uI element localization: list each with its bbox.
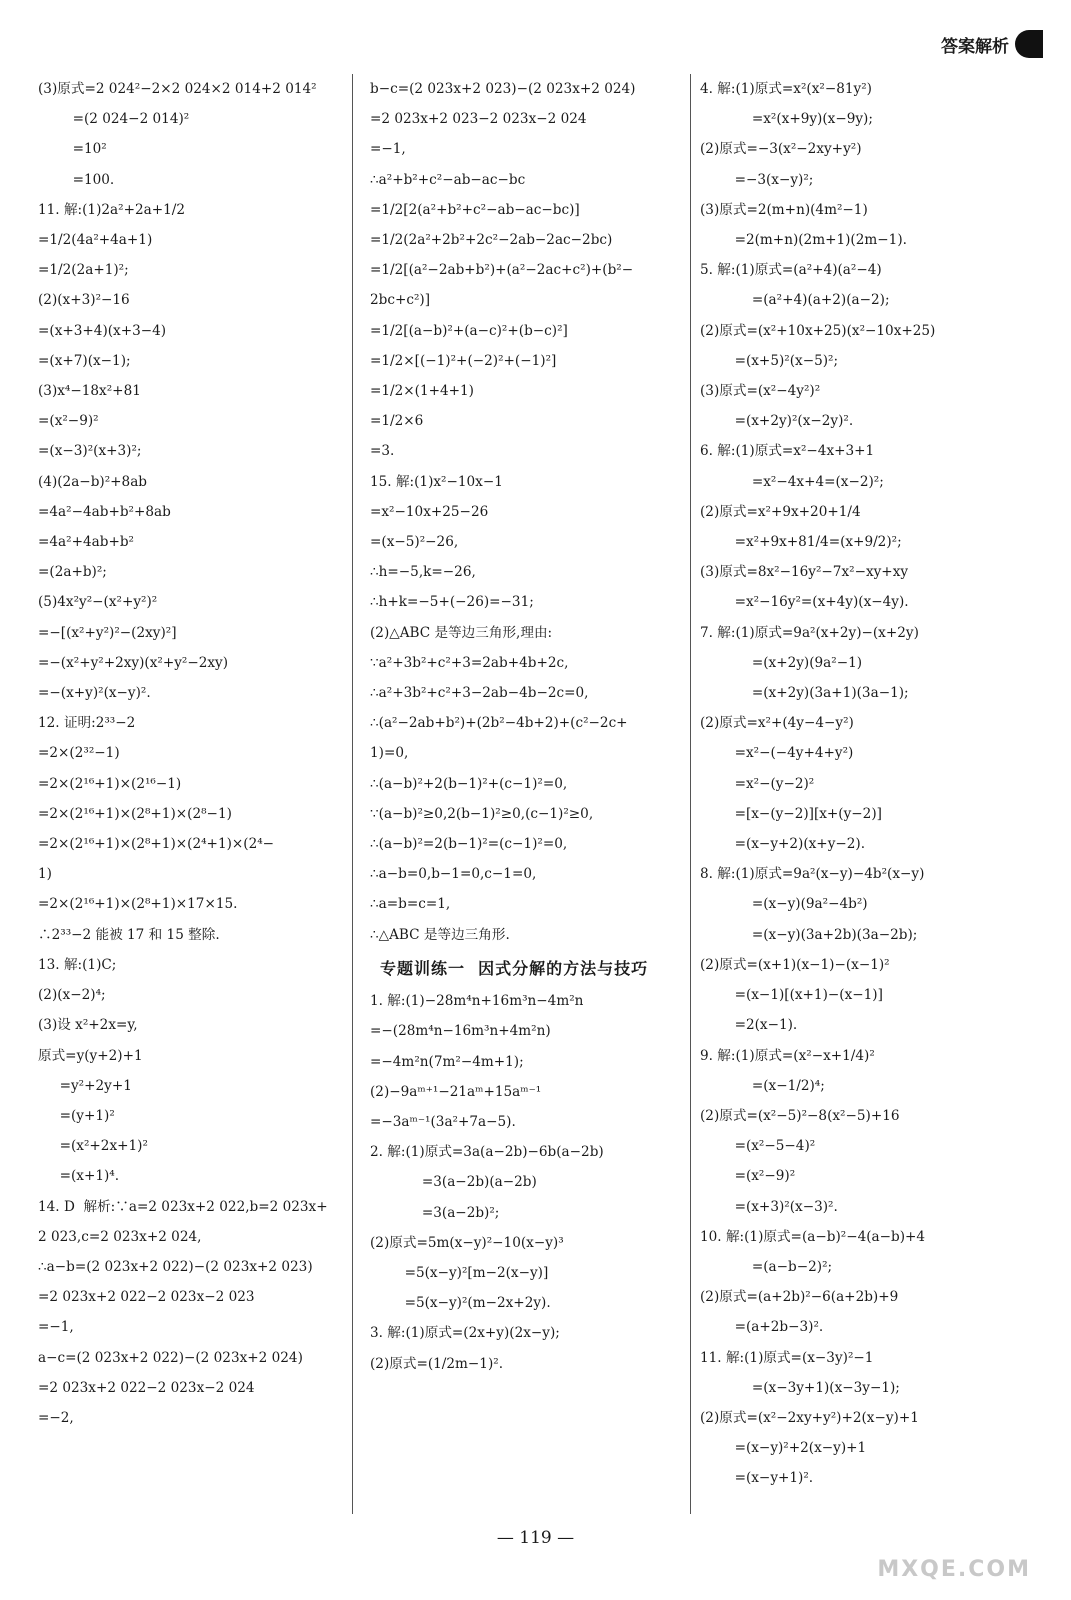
- answer-column-1: [38, 74, 348, 1524]
- answer-line: =1/2×[(−1)²+(−2)²+(−1)²]: [370, 352, 557, 369]
- answer-line: (2)原式=(x²−2xy+y²)+2(x−y)+1: [700, 1409, 919, 1426]
- answer-line: =(x+2y)(9a²−1): [700, 654, 863, 671]
- answer-line: =(x²−9)²: [700, 1168, 796, 1185]
- answer-line: 2 023,c=2 023x+2 024,: [38, 1228, 202, 1245]
- answer-line: ∴h=−5,k=−26,: [370, 564, 476, 581]
- answer-line: =(y+1)²: [38, 1107, 115, 1124]
- answer-line: =1/2(2a+1)²;: [38, 262, 129, 279]
- answer-line: =1/2(2a²+2b²+2c²−2ab−2ac−2bc): [370, 232, 613, 249]
- answer-line: (3)设 x²+2x=y,: [38, 1017, 138, 1034]
- answer-line: =(x+5)²(x−5)²;: [700, 352, 839, 369]
- answer-line: ∴a=b=c=1,: [370, 896, 451, 913]
- answer-line: =(x²+2x+1)²: [38, 1138, 148, 1155]
- answer-line: =2 023x+2 023−2 023x−2 024: [370, 111, 587, 128]
- answer-line: =−1,: [38, 1319, 74, 1336]
- answer-line: 13. 解:(1)C;: [38, 956, 117, 973]
- answer-line: =1/2×6: [370, 413, 424, 430]
- answer-line: =2×(2¹⁶+1)×(2⁸+1)×(2⁴+1)×(2⁴−: [38, 836, 275, 853]
- answer-line: (2)原式=(x²−5)²−8(x²−5)+16: [700, 1107, 900, 1124]
- answer-line: =−2,: [38, 1409, 74, 1426]
- answer-line: =x²−4x+4=(x−2)²;: [700, 473, 884, 490]
- answer-line: =2(m+n)(2m+1)(2m−1).: [700, 232, 907, 249]
- column-divider: [352, 74, 353, 1514]
- answer-line: ∴h+k=−5+(−26)=−31;: [370, 594, 534, 611]
- answer-line: =−4m²n(7m²−4m+1);: [370, 1053, 524, 1070]
- answer-line: =(2 024−2 014)²: [38, 111, 190, 128]
- answer-line: ∴(a²−2ab+b²)+(2b²−4b+2)+(c²−2c+: [370, 715, 628, 732]
- answer-line: ∴△ABC 是等边三角形.: [370, 926, 510, 943]
- answer-line: =3(a−2b)(a−2b): [370, 1174, 537, 1191]
- answer-line: =(x+3+4)(x+3−4): [38, 322, 167, 339]
- answer-line: =(x+7)(x−1);: [38, 352, 131, 369]
- answer-line: =(x−y)(3a+2b)(3a−2b);: [700, 926, 918, 943]
- answer-line: b−c=(2 023x+2 023)−(2 023x+2 024): [370, 81, 636, 97]
- answer-line: 15. 解:(1)x²−10x−1: [370, 473, 503, 490]
- answer-line: =(x+1)⁴.: [38, 1168, 120, 1185]
- answer-line: =3.: [370, 443, 395, 460]
- page-number: — 119 —: [496, 1528, 575, 1548]
- answer-line: (2)(x+3)²−16: [38, 292, 130, 309]
- answer-line: =2×(2³²−1): [38, 745, 120, 762]
- answer-line: (2)△ABC 是等边三角形,理由:: [370, 624, 553, 641]
- answer-line: =(x−y)(9a²−4b²): [700, 896, 868, 913]
- answer-line: =100.: [38, 171, 115, 188]
- answer-line: (2)原式=x²+(4y−4−y²): [700, 715, 854, 732]
- header-tag: [941, 30, 1043, 58]
- answer-line: =x²−10x+25−26: [370, 503, 489, 520]
- answer-column-2: [370, 74, 688, 1524]
- answer-line: =3(a−2b)²;: [370, 1204, 500, 1221]
- answer-line: (3)x⁴−18x²+81: [38, 383, 141, 400]
- answer-line: (3)原式=2 024²−2×2 024×2 014+2 014²: [38, 81, 317, 97]
- answer-line: a−c=(2 023x+2 022)−(2 023x+2 024): [38, 1349, 303, 1366]
- answer-line: 11. 解:(1)2a²+2a+1/2: [38, 201, 185, 218]
- answer-line: =1/2[(a²−2ab+b²)+(a²−2ac+c²)+(b²−: [370, 262, 634, 279]
- answer-line: =1/2(4a²+4a+1): [38, 232, 153, 249]
- answer-line: 14. D 解析:∵a=2 023x+2 022,b=2 023x+: [38, 1198, 328, 1215]
- answer-line: =5(x−y)²(m−2x+2y).: [370, 1295, 551, 1312]
- answer-line: =(x−3)²(x+3)²;: [38, 443, 142, 460]
- answer-line: =2×(2¹⁶+1)×(2⁸+1)×(2⁸−1): [38, 805, 232, 822]
- answer-line: 6. 解:(1)原式=x²−4x+3+1: [700, 443, 875, 460]
- answer-line: =[x−(y−2)][x+(y−2)]: [700, 805, 882, 822]
- answer-line: =(x²−5−4)²: [700, 1138, 816, 1155]
- answer-line: =x²−16y²=(x+4y)(x−4y).: [700, 594, 909, 611]
- answer-line: (2)原式=(1/2m−1)².: [370, 1355, 504, 1372]
- answer-line: (2)(x−2)⁴;: [38, 987, 106, 1004]
- answer-line: (5)4x²y²−(x²+y²)²: [38, 594, 158, 611]
- answer-line: (2)原式=(x+1)(x−1)−(x−1)²: [700, 956, 890, 973]
- answer-line: =−[(x²+y²)²−(2xy)²]: [38, 624, 177, 641]
- answer-line: ∵(a−b)²≥0,2(b−1)²≥0,(c−1)²≥0,: [370, 805, 594, 822]
- answer-line: 10. 解:(1)原式=(a−b)²−4(a−b)+4: [700, 1228, 926, 1245]
- answer-line: =(x+2y)(3a+1)(3a−1);: [700, 685, 909, 702]
- column-divider: [690, 74, 691, 1514]
- answer-line: =(a+2b−3)².: [700, 1319, 824, 1336]
- answer-line: =2×(2¹⁶+1)×(2¹⁶−1): [38, 775, 182, 792]
- answer-line: ∴(a−b)²=2(b−1)²=(c−1)²=0,: [370, 836, 568, 853]
- answer-line: =2×(2¹⁶+1)×(2⁸+1)×17×15.: [38, 896, 238, 913]
- answer-line: ∴a²+b²+c²−ab−ac−bc: [370, 171, 526, 188]
- header-mark-icon: [1015, 30, 1043, 58]
- answer-line: 8. 解:(1)原式=9a²(x−y)−4b²(x−y): [700, 866, 925, 883]
- answer-line: (2)原式=−3(x²−2xy+y²): [700, 141, 862, 158]
- answer-line: =−(x²+y²+2xy)(x²+y²−2xy): [38, 654, 229, 671]
- answer-line: (4)(2a−b)²+8ab: [38, 473, 148, 490]
- answer-line: 2bc+c²)]: [370, 292, 431, 309]
- answer-line: =x²−(−4y+4+y²): [700, 745, 854, 762]
- answer-line: (2)原式=x²+9x+20+1/4: [700, 503, 861, 520]
- answer-line: =2(x−1).: [700, 1017, 798, 1034]
- answer-line: =−3aᵐ⁻¹(3a²+7a−5).: [370, 1113, 516, 1130]
- answer-line: 12. 证明:2³³−2: [38, 715, 136, 732]
- answer-line: =(x−3y+1)(x−3y−1);: [700, 1379, 900, 1396]
- answer-line: =x²(x+9y)(x−9y);: [700, 111, 873, 128]
- answer-line: =(x−y)²+2(x−y)+1: [700, 1440, 867, 1457]
- answer-line: ∴a²+3b²+c²+3−2ab−4b−2c=0,: [370, 685, 589, 702]
- answer-line: =(a²+4)(a+2)(a−2);: [700, 292, 890, 309]
- answer-line: =(a−b−2)²;: [700, 1258, 833, 1275]
- answer-line: =(2a+b)²;: [38, 564, 107, 581]
- answer-line: =(x²−9)²: [38, 413, 99, 430]
- answer-line: =(x−y+1)².: [700, 1470, 814, 1487]
- answer-line: (3)原式=(x²−4y²)²: [700, 383, 821, 400]
- answer-line: =5(x−y)²[m−2(x−y)]: [370, 1264, 549, 1281]
- watermark: MXQE.COM: [877, 1557, 1031, 1582]
- answer-line: =(x−5)²−26,: [370, 534, 459, 551]
- answer-line: 4. 解:(1)原式=x²(x²−81y²): [700, 81, 872, 97]
- answer-line: ∵a²+3b²+c²+3=2ab+4b+2c,: [370, 654, 569, 671]
- answer-line: =1/2[(a−b)²+(a−c)²+(b−c)²]: [370, 322, 568, 339]
- answer-line: =4a²+4ab+b²: [38, 534, 134, 551]
- answer-line: =−1,: [370, 141, 406, 158]
- answer-line: 2. 解:(1)原式=3a(a−2b)−6b(a−2b): [370, 1144, 604, 1161]
- answer-line: 7. 解:(1)原式=9a²(x+2y)−(x+2y): [700, 624, 919, 641]
- answer-line: =(x−1/2)⁴;: [700, 1077, 825, 1094]
- answer-line: =2 023x+2 022−2 023x−2 024: [38, 1379, 255, 1396]
- answer-line: =1/2[2(a²+b²+c²−ab−ac−bc)]: [370, 201, 580, 218]
- answer-line: =4a²−4ab+b²+8ab: [38, 503, 171, 520]
- answer-line: (3)原式=2(m+n)(4m²−1): [700, 201, 868, 218]
- answer-line: 9. 解:(1)原式=(x²−x+1/4)²: [700, 1047, 875, 1064]
- answer-line: =x²+9x+81/4=(x+9/2)²;: [700, 534, 902, 551]
- answer-line: 1)=0,: [370, 745, 409, 762]
- answer-line: (2)原式=5m(x−y)²−10(x−y)³: [370, 1234, 564, 1251]
- answer-line: =(x−y+2)(x+y−2).: [700, 836, 866, 853]
- answer-line: ∴(a−b)²+2(b−1)²+(c−1)²=0,: [370, 775, 568, 792]
- answer-line: (3)原式=8x²−16y²−7x²−xy+xy: [700, 564, 909, 581]
- answer-line: 原式=y(y+2)+1: [38, 1047, 143, 1064]
- answer-line: =−(28m⁴n−16m³n+4m²n): [370, 1023, 551, 1040]
- answer-line: =2 023x+2 022−2 023x−2 023: [38, 1289, 255, 1306]
- answer-line: =(x+3)²(x−3)².: [700, 1198, 838, 1215]
- answer-line: =1/2×(1+4+1): [370, 383, 474, 400]
- answer-line: =(x+2y)²(x−2y)².: [700, 413, 854, 430]
- answer-line: 3. 解:(1)原式=(2x+y)(2x−y);: [370, 1325, 560, 1342]
- section-heading: 专题训练一 因式分解的方法与技巧: [380, 958, 649, 978]
- answer-line: 5. 解:(1)原式=(a²+4)(a²−4): [700, 262, 882, 279]
- answer-line: ∴2³³−2 能被 17 和 15 整除.: [38, 926, 220, 943]
- answer-line: (2)−9aᵐ⁺¹−21aᵐ+15aᵐ⁻¹: [370, 1083, 542, 1100]
- answer-line: =x²−(y−2)²: [700, 775, 815, 792]
- answer-line: =y²+2y+1: [38, 1077, 132, 1094]
- answer-line: 11. 解:(1)原式=(x−3y)²−1: [700, 1349, 874, 1366]
- answer-line: ∴a−b=(2 023x+2 022)−(2 023x+2 023): [38, 1258, 313, 1275]
- answer-line: 1. 解:(1)−28m⁴n+16m³n−4m²n: [370, 993, 584, 1010]
- answer-line: =−3(x−y)²;: [700, 171, 814, 188]
- answer-line: =(x−1)[(x+1)−(x−1)]: [700, 987, 883, 1004]
- answer-line: =−(x+y)²(x−y)².: [38, 685, 151, 702]
- answer-line: =10²: [38, 141, 107, 158]
- answer-line: (2)原式=(a+2b)²−6(a+2b)+9: [700, 1289, 899, 1306]
- answer-line: 1): [38, 866, 52, 883]
- answer-line: (2)原式=(x²+10x+25)(x²−10x+25): [700, 322, 936, 339]
- answer-column-3: [700, 74, 1050, 1524]
- answer-line: ∴a−b=0,b−1=0,c−1=0,: [370, 866, 537, 883]
- header-title: 答案解析: [941, 36, 1009, 57]
